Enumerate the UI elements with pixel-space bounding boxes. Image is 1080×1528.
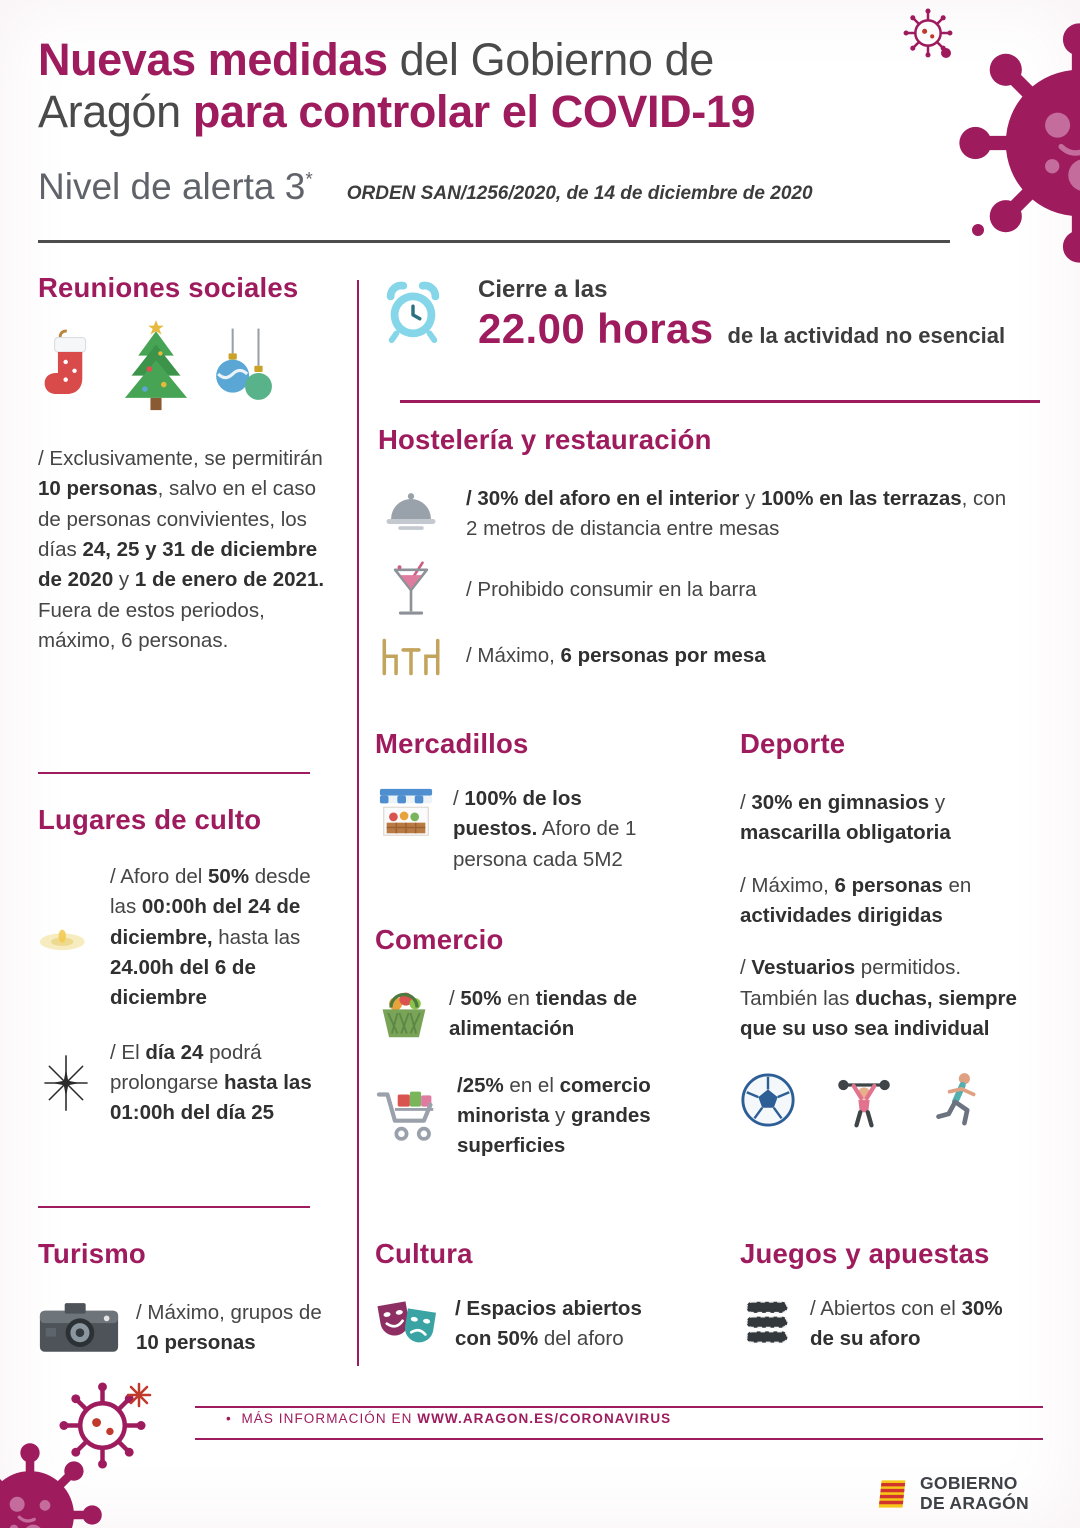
section-title: Turismo [38, 1238, 146, 1269]
rule-item [378, 635, 1040, 679]
section-title: Mercadillos [375, 728, 529, 759]
rule-text: / Vestuarios permitidos. También las duchas, siempre que su uso sea individual [740, 956, 1017, 1040]
candle-glow-icon [38, 910, 94, 966]
alert-level: Nivel de alerta 3* [38, 166, 313, 207]
title-normal-2: Aragón [38, 86, 193, 138]
closure-line1: Cierre a las [478, 276, 608, 303]
section-comercio [375, 924, 685, 1162]
baubles-icon [212, 328, 274, 418]
virus-dot-decoration [972, 224, 984, 236]
weightlifting-icon [834, 1070, 894, 1130]
closure-time: 22.00 horas [478, 305, 714, 352]
footer-info-url[interactable]: WWW.ARAGON.ES/CORONAVIRUS [417, 1411, 672, 1426]
grocery-basket-icon [375, 987, 433, 1041]
coronavirus-solid-icon [954, 18, 1080, 273]
title-highlight-2: para controlar el COVID-19 [192, 86, 756, 138]
header-divider [38, 240, 950, 243]
rule-item [740, 1294, 1045, 1355]
red-sparkle-icon [126, 1382, 152, 1413]
sparkle-star-icon [38, 1055, 94, 1111]
section-mercadillos [375, 728, 685, 875]
alert-row [38, 166, 813, 208]
section-hosteleria [378, 424, 1040, 679]
page-title [38, 34, 878, 138]
aragon-flag-icon [876, 1477, 910, 1511]
footer-bullet: • [226, 1411, 232, 1426]
alert-asterisk: * [305, 169, 313, 191]
rule-text: / Prohibido consumir en la barra [466, 578, 757, 602]
section-title: Lugares de culto [38, 804, 262, 835]
market-stall-icon [375, 784, 437, 842]
rule-text: / 30% del aforo en el interior y 100% en las terrazas, con 2 metros de distancia entre mesas [466, 487, 1007, 541]
gobierno-aragon-logo [876, 1474, 1029, 1513]
closure-divider [400, 400, 1040, 403]
rule-item [375, 784, 685, 875]
gov-line1: GOBIERNO [920, 1473, 1018, 1493]
left-divider-2 [38, 1206, 310, 1208]
rule-item [38, 1298, 350, 1359]
section-turismo [38, 1238, 350, 1359]
rule-item [375, 984, 685, 1045]
footer-divider-top [195, 1406, 1043, 1408]
order-reference: ORDEN SAN/1256/2020, de 14 de diciembre de 2020 [346, 183, 813, 204]
rule-item [38, 862, 340, 1014]
rule-item [38, 1038, 340, 1129]
rule-text: / 100% de los puestos. Aforo de 1 persona cada 5M2 [453, 787, 637, 871]
table-chairs-icon [378, 635, 444, 679]
theater-masks-icon [375, 1298, 439, 1350]
left-divider-1 [38, 772, 310, 774]
gov-line2: DE ARAGÓN [920, 1492, 1029, 1513]
section-deporte [740, 728, 1043, 1130]
rule-text: / 50% en tiendas de alimentación [449, 987, 638, 1041]
coronavirus-solid-icon [0, 1440, 105, 1528]
poker-chips-icon [740, 1298, 794, 1350]
christmas-icons [38, 320, 336, 418]
rule-text: / El día 24 podrá prolongarse hasta las 01:00h del día 25 [110, 1040, 312, 1125]
virus-dot-decoration [941, 48, 951, 58]
footer-info-prefix: MÁS INFORMACIÓN EN [241, 1411, 418, 1426]
title-highlight-1: Nuevas medidas [38, 34, 388, 85]
rule-item [375, 1071, 685, 1162]
section-title: Comercio [375, 924, 504, 955]
rule-text: / Máximo, 6 personas en actividades dirigidas [740, 873, 972, 927]
rule-text: / Máximo, 6 personas por mesa [466, 644, 766, 668]
section-title: Juegos y apuestas [740, 1238, 990, 1269]
stocking-icon [38, 328, 100, 418]
sport-icons [740, 1070, 1043, 1130]
food-tray-icon [378, 484, 444, 534]
section-cultura [375, 1238, 685, 1355]
rule-item [375, 1294, 685, 1355]
section-juegos-apuestas [740, 1238, 1045, 1355]
alarm-clock-icon [378, 276, 448, 346]
section-title: Reuniones sociales [38, 272, 299, 303]
closure-scope: de la actividad no esencial [727, 323, 1006, 348]
section-title: Cultura [375, 1238, 473, 1269]
christmas-tree-icon [116, 320, 196, 418]
rule-text: /25% en el comercio minorista y grandes superficies [457, 1073, 651, 1158]
soccer-ball-icon [740, 1072, 796, 1128]
cocktail-icon [378, 561, 444, 621]
closure-line2 [478, 305, 1005, 353]
camera-icon [38, 1298, 120, 1356]
closure-banner [378, 276, 1048, 353]
section-lugares-de-culto [38, 804, 340, 1129]
rule-text: / Aforo del 50% desde las 00:00h del 24 de diciembre, hasta las 24.00h del 6 de diciembre [110, 865, 311, 1010]
running-icon [932, 1071, 982, 1129]
rule-text: / 30% en gimnasios y mascarilla obligatoria [740, 791, 951, 845]
shopping-cart-icon [375, 1087, 441, 1145]
footer-divider-bottom [195, 1438, 1043, 1440]
rule-item [378, 561, 1040, 621]
section-title: Deporte [740, 728, 846, 759]
footer-info [226, 1411, 671, 1426]
section-title: Hostelería y restauración [378, 424, 712, 455]
vertical-divider [357, 280, 359, 1366]
rule-item [378, 484, 1040, 545]
gobierno-aragon-wordmark [920, 1474, 1029, 1513]
rule-text: / Espacios abiertos con 50% del aforo [455, 1297, 642, 1351]
section-reuniones-sociales [38, 272, 336, 656]
rule-text: / Máximo, grupos de 10 personas [136, 1301, 322, 1355]
closure-text [478, 276, 1005, 353]
rule-text: / Exclusivamente, se permitirán 10 personas, salvo en el caso de personas convivientes, los días 24, 25 y 31 de diciembre de 2020 y 1 de enero de 2021. Fuera de estos periodos, máximo, 6 personas. [38, 447, 325, 652]
rule-text: / Abiertos con el 30% de su aforo [810, 1297, 1003, 1351]
title-normal-1: del Gobierno de [387, 34, 714, 85]
